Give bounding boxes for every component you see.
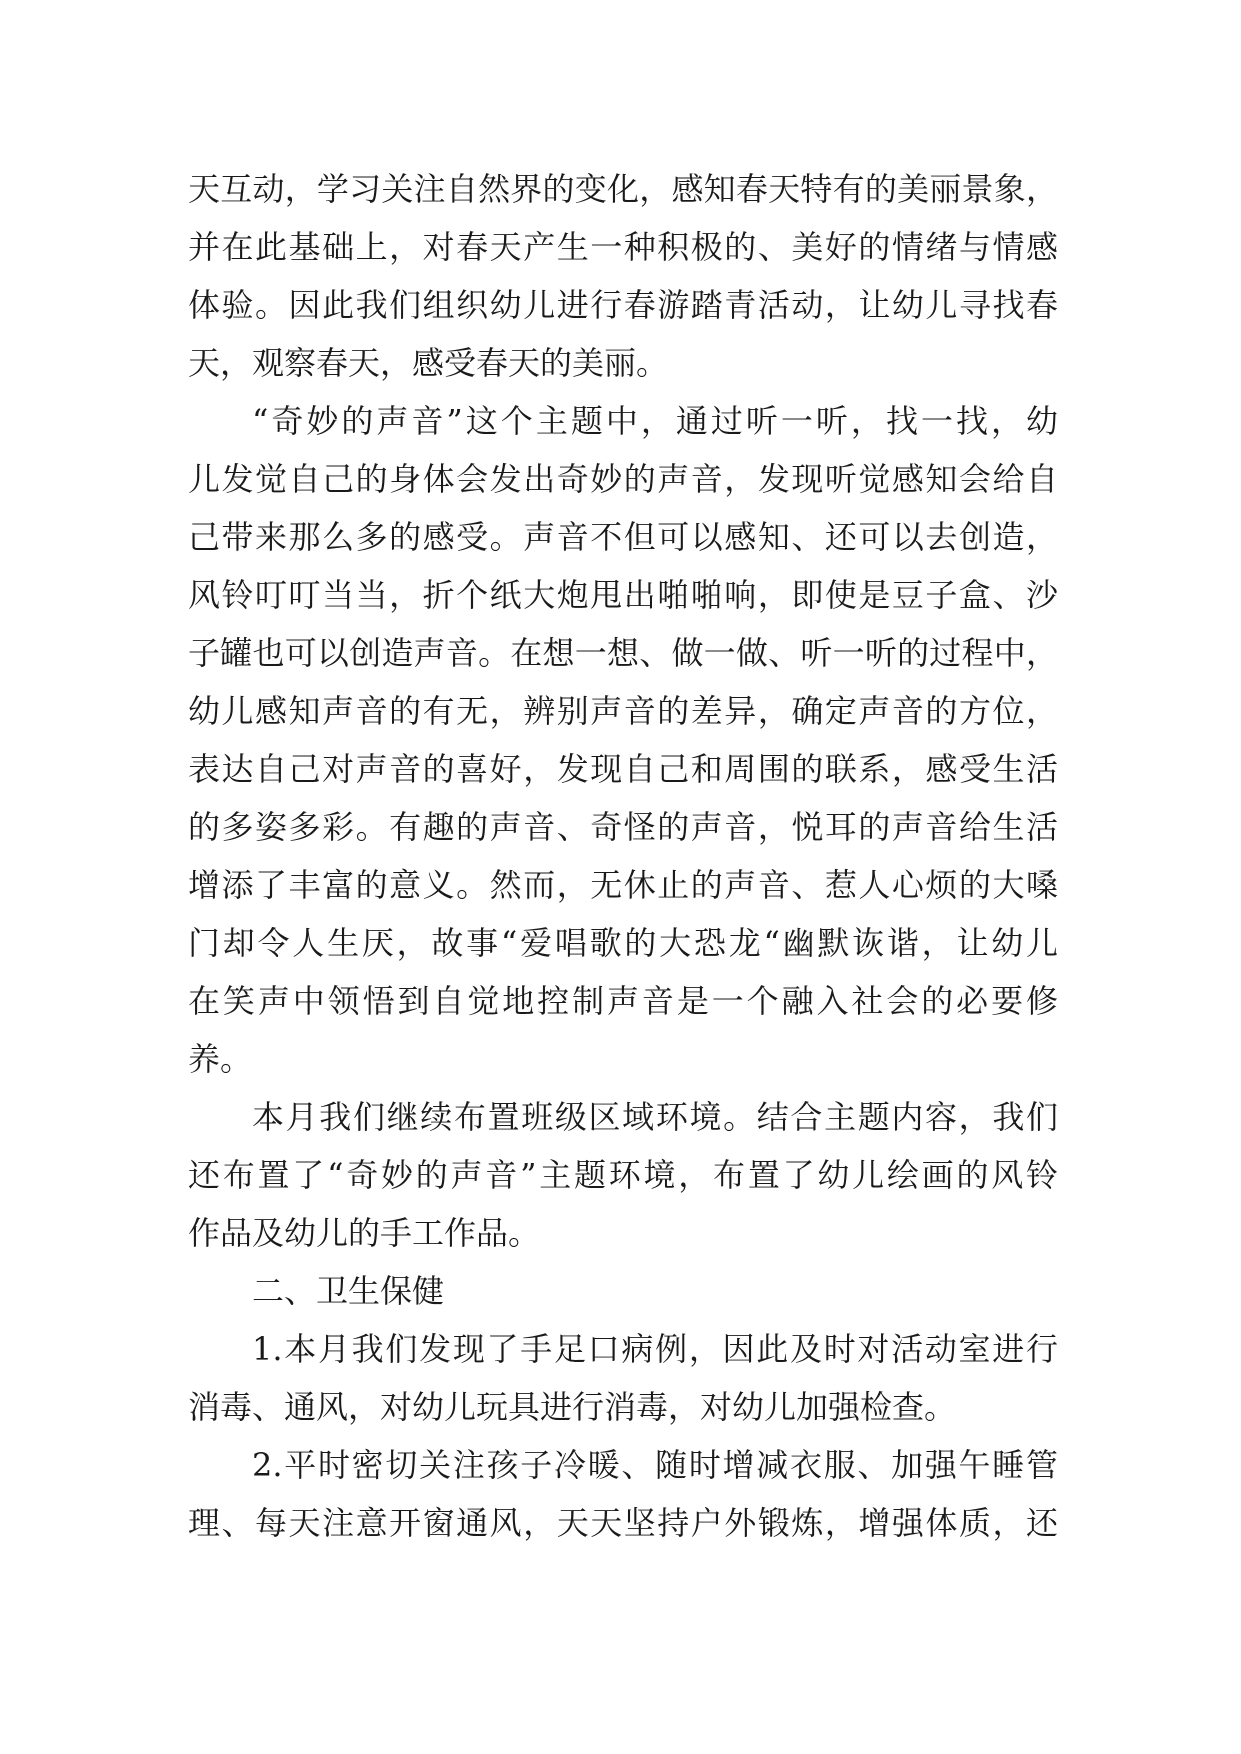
text-line: 还布置了“奇妙的声音”主题环境，布置了幼儿绘画的风铃 — [188, 1156, 1058, 1194]
text-line: 作品及幼儿的手工作品。 — [188, 1214, 541, 1252]
body-text — [188, 160, 1058, 1552]
list-item-start-line: 1.本月我们发现了手足口病例，因此及时对活动室进行 — [252, 1330, 1058, 1368]
text-line: 幼儿感知声音的有无，辨别声音的差异，确定声音的方位， — [188, 692, 1058, 730]
section-heading: 二、卫生保健 — [252, 1272, 445, 1310]
text-line: 消毒、通风，对幼儿玩具进行消毒，对幼儿加强检查。 — [188, 1388, 957, 1426]
text-line: 并在此基础上，对春天产生一种积极的、美好的情绪与情感 — [188, 228, 1058, 266]
text-line: 儿发觉自己的身体会发出奇妙的声音，发现听觉感知会给自 — [188, 460, 1058, 498]
paragraph-start-line: 本月我们继续布置班级区域环境。结合主题内容，我们 — [252, 1098, 1058, 1136]
text-line: 在笑声中领悟到自觉地控制声音是一个融入社会的必要修 — [188, 982, 1058, 1020]
text-line: 己带来那么多的感受。声音不但可以感知、还可以去创造， — [188, 518, 1058, 556]
text-line: 天，观察春天，感受春天的美丽。 — [188, 344, 669, 382]
text-line: 天互动，学习关注自然界的变化，感知春天特有的美丽景象， — [188, 170, 1058, 208]
text-line: 增添了丰富的意义。然而，无休止的声音、惹人心烦的大嗓 — [188, 866, 1058, 904]
text-line: 养。 — [188, 1040, 253, 1078]
text-line: 风铃叮叮当当，折个纸大炮甩出啪啪响，即使是豆子盒、沙 — [188, 576, 1058, 614]
text-line: 表达自己对声音的喜好，发现自己和周围的联系，感受生活 — [188, 750, 1058, 788]
text-line: 门却令人生厌，故事“爱唱歌的大恐龙“幽默诙谐，让幼儿 — [188, 924, 1058, 962]
text-line: 体验。因此我们组织幼儿进行春游踏青活动，让幼儿寻找春 — [188, 286, 1058, 324]
list-item-start-line: 2.平时密切关注孩子冷暖、随时增减衣服、加强午睡管 — [252, 1446, 1058, 1484]
text-line: 理、每天注意开窗通风，天天坚持户外锻炼，增强体质，还 — [188, 1504, 1058, 1542]
paragraph-start-line: “奇妙的声音”这个主题中，通过听一听，找一找，幼 — [252, 402, 1058, 440]
text-line: 的多姿多彩。有趣的声音、奇怪的声音，悦耳的声音给生活 — [188, 808, 1058, 846]
text-line: 子罐也可以创造声音。在想一想、做一做、听一听的过程中， — [188, 634, 1058, 672]
